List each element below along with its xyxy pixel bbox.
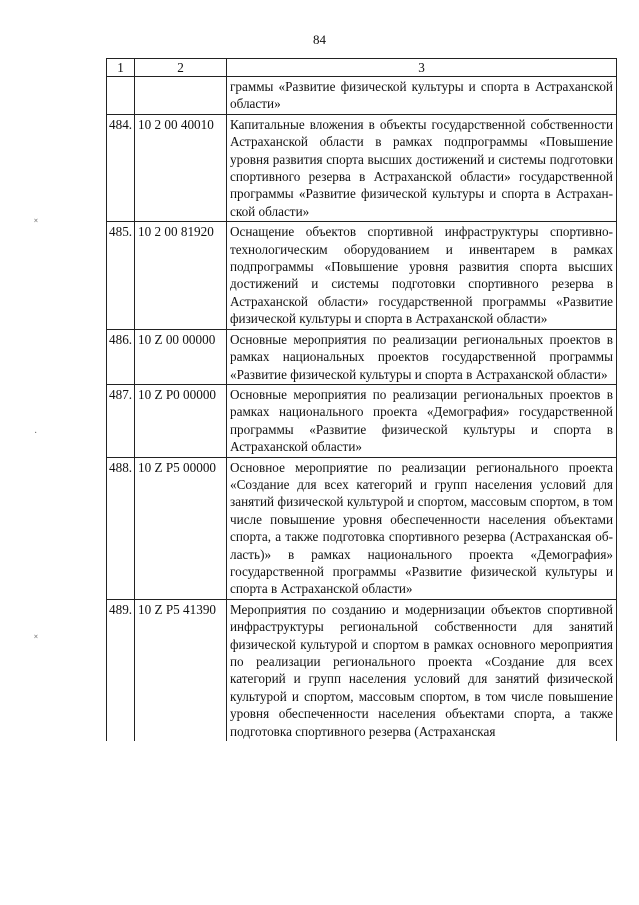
scan-mark: ˟ (34, 218, 38, 229)
page-number: 84 (313, 32, 326, 47)
scan-mark: ˟ (34, 634, 38, 645)
table-row (107, 329, 617, 384)
header-col-3: 3 (227, 59, 617, 77)
table-row (107, 114, 617, 221)
row-code: 10 Z 00 00000 (135, 329, 227, 384)
header-col-2: 2 (135, 59, 227, 77)
row-number (107, 77, 135, 115)
scan-mark: · (34, 428, 38, 439)
row-number: 487. (107, 384, 135, 457)
row-code: 10 2 00 81920 (135, 222, 227, 329)
row-description: Оснащение объектов спортивной инфраструктуры спортивно-технологическим оборудованием и инвентарем в рамках подпрограммы «Повышение уровня развития спорта высших достижений и системы подготовки спортивного резерва в Астраханской области» государственной программы «Развитие физической культуры и спорта в Астраханской области» (227, 222, 617, 329)
row-description: Основное мероприятие по реализации регионального проекта «Создание для всех категорий и групп населения условий для занятий физической культурой и спортом, массовым спортом, в том числе повышение уровня обеспеченности населения объектами спорта, а также подготовка спортивного резерва (Астраханская область)» в рамках национального проекта «Демография» государственной программы «Развитие физической культуры и спорта в Астраханской области» (227, 457, 617, 599)
row-number: 488. (107, 457, 135, 599)
row-code: 10 2 00 40010 (135, 114, 227, 221)
row-description: Основные мероприятия по реализации региональных проектов в рамках национального проекта «Демография» государственной программы «Развитие физической культуры и спорта в Астраханской области» (227, 384, 617, 457)
row-code: 10 Z P0 00000 (135, 384, 227, 457)
row-code: 10 Z P5 00000 (135, 457, 227, 599)
table-row (107, 222, 617, 329)
table-row (107, 457, 617, 599)
header-col-1: 1 (107, 59, 135, 77)
row-number: 485. (107, 222, 135, 329)
row-description: Основные мероприятия по реализации региональных проектов в рамках национальных проектов государственной программы «Развитие физической культуры и спорта в Астраханской области» (227, 329, 617, 384)
row-number: 486. (107, 329, 135, 384)
table-header-row (107, 59, 617, 77)
row-number: 489. (107, 599, 135, 741)
table-row (107, 384, 617, 457)
table-row (107, 77, 617, 115)
budget-classification-table (106, 58, 617, 741)
row-description: Капитальные вложения в объекты государственной собственности Астраханской области в рамках подпрограммы «Повышение уровня развития спорта высших достижений и системы подготовки спортивного резерва в Астраханской области» государственной программы «Развитие физической культуры и спорта в Астраханской области» (227, 114, 617, 221)
row-code: 10 Z P5 41390 (135, 599, 227, 741)
row-description: Мероприятия по созданию и модернизации объектов спортивной инфраструктуры региональной собственности для занятий физической культурой и спортом в рамках основного мероприятия по реализации регионального проекта «Создание для всех категорий и групп населения условий для занятий физической культурой и спортом, массовым спортом, в том числе повышение уровня обеспеченности населения объектами спорта, а также подготовка спортивного резерва (Астраханская (227, 599, 617, 741)
table-row (107, 599, 617, 741)
row-number: 484. (107, 114, 135, 221)
row-code (135, 77, 227, 115)
row-description: граммы «Развитие физической культуры и спорта в Астраханской области» (227, 77, 617, 115)
